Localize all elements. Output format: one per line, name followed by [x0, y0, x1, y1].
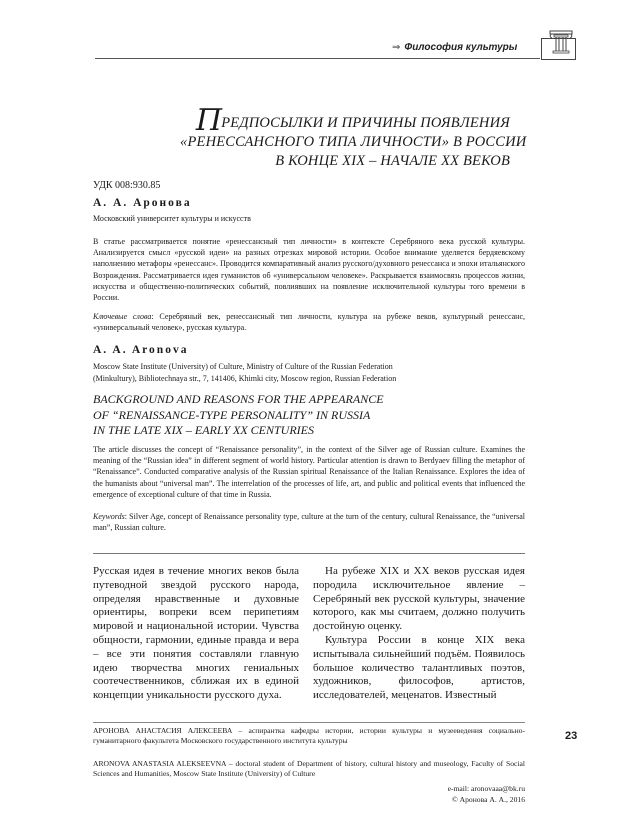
- author-affiliation-ru: Московский университет культуры и искусств: [93, 214, 251, 223]
- footnote-rule: [93, 722, 525, 723]
- footnote-ru: АРОНОВА АНАСТАСИЯ АЛЕКСЕЕВА – аспирантка кафедры истории, истории культуры и музееведения социально-гуманитарного факультета Московского государственного института культуры: [93, 726, 525, 745]
- keywords-label-ru: Ключевые слова: [93, 312, 152, 321]
- column-icon: [548, 28, 574, 54]
- footnote-en: ARONOVA ANASTASIA ALEKSEEVNA – doctoral student of Department of history, cultural history and museology, Faculty of Social Sciences and Humanities, Moscow State Institute (University) of Culture: [93, 759, 525, 778]
- arrow-icon: ⇒: [392, 42, 401, 53]
- section-title: Философия культуры: [404, 42, 518, 53]
- page-number: 23: [565, 730, 578, 742]
- title-en-line-3: IN THE LATE XIX – EARLY XX CENTURIES: [93, 423, 314, 437]
- author-affiliation-en-2: (Minkultury), Bibliotechnaya str., 7, 141406, Khimki city, Moscow region, Russian Federation: [93, 374, 397, 383]
- title-en-line-2: OF “RENAISSANCE-TYPE PERSONALITY” IN RUSSIA: [93, 407, 371, 422]
- keywords-text-ru: : Серебряный век, ренессансный тип личности, культура на рубеже веков, культурный ренессанс, «универсальный человек», русская культура.: [93, 312, 525, 333]
- author-affiliation-en-1: Moscow State Institute (University) of Culture, Ministry of Culture of the Russian Federation: [93, 362, 393, 371]
- keywords-label-en: Keywords: [93, 512, 125, 521]
- body-paragraph-1: На рубеже XIX и XX веков русская идея породила исключительное явление – Серебряный век русской культуры, значение которого, как мы считаем, должно получить достойную оценку.: [313, 565, 525, 633]
- article-title-ru: [180, 103, 527, 171]
- author-email: e-mail: aronovaaa@bk.ru: [447, 784, 525, 793]
- article-title-en: [93, 392, 453, 439]
- title-line-3: В КОНЦЕ XIX – НАЧАЛЕ XX ВЕКОВ: [275, 153, 510, 169]
- keywords-text-en: : Silver Age, concept of Renaissance personality type, culture at the turn of the century, cultural Renaissance, the “universal man”, Russian culture.: [93, 512, 525, 533]
- udk-code: УДК 008:930.85: [93, 180, 161, 191]
- abstract-ru: В статье рассматривается понятие «ренессансный тип личности» в контексте Серебряного века русской культуры. Анализируется смысл «русской идеи» на разных отрезках мировой истории. Особое внимание уделяется бердяевскому наполнению метафоры «ренессанс». Проводится компаративный анализ русского/духовного ренессанса и эпохи итальянского Возрождения. Рассматривается идея гуманистов об «универсальном человеке». Раскрывается взаимосвязь процессов жизни, искусства и общественно-политических событий, повлиявших на появление исключительной культуры того времени в России.: [93, 237, 525, 303]
- keywords-en: [93, 511, 525, 533]
- body-paragraph-2: Культура России в конце XIX века испытывала сильнейший подъём. Появилось большое количество талантливых поэтов, художников, философов, артистов, исследователей, меценатов. Известный: [313, 633, 525, 702]
- copyright-notice: © Аронова А. А., 2016: [451, 795, 525, 804]
- author-name-en: A. A. Aronova: [93, 344, 189, 356]
- author-name-ru: А. А. Аронова: [93, 197, 192, 209]
- header-rule: [95, 58, 540, 59]
- keywords-ru: [93, 311, 525, 333]
- body-right-column: [313, 565, 525, 703]
- running-header: [392, 42, 517, 53]
- title-line-2: «РЕНЕССАНСНОГО ТИПА ЛИЧНОСТИ» В РОССИИ: [180, 134, 527, 150]
- section-divider: [93, 553, 525, 554]
- abstract-en: The article discusses the concept of “Renaissance personality”, in the context of the Silver age of Russian culture. Examines the meaning of the “Russian idea” in different segment of world history. Particular attention is drawn to Berdyaev filling the metaphor of “Renaissance”. Conducted comparative analysis of the Russian spiritual Renaissance of the Italian Renaissance. Explores the idea of the humanists about “universal man”. The interrelation of the processes of life, art, and public and political events that influenced the emergence of exceptional culture of that time in Russia.: [93, 445, 525, 499]
- title-line-1: ПРЕДПОСЫЛКИ И ПРИЧИНЫ ПОЯВЛЕНИЯ: [195, 103, 510, 138]
- body-left-column: Русская идея в течение многих веков была путеводной звездой русского народа, определяя нравственные и духовные ориентиры, вопреки всем перипетиям мировой и национальной истории. Чувства общности, гармонии, единые правда и вера – все эти понятия составляли главную идею творчества многих гениальных соотечественников, сближая их в единой концепции уникальности русского духа.: [93, 565, 299, 702]
- title-initial: П: [195, 103, 223, 138]
- title-en-line-1: BACKGROUND AND REASONS FOR THE APPEARANCE: [93, 392, 384, 406]
